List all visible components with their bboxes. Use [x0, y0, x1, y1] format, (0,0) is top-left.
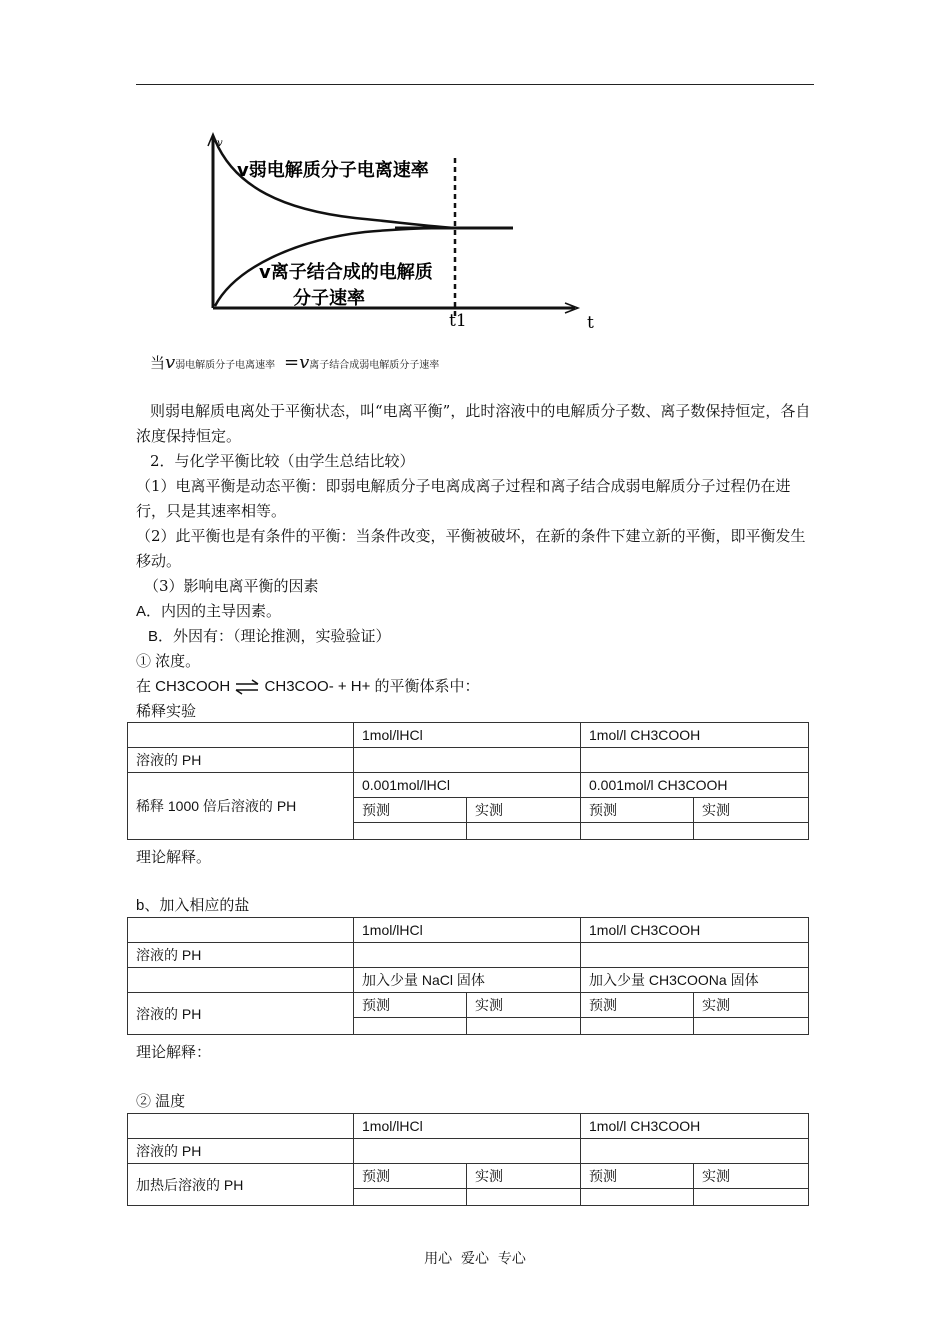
paragraph-concentration: ① 浓度。 — [136, 653, 201, 670]
equilibrium-arrows-icon — [234, 679, 260, 695]
rate-time-graph — [195, 128, 615, 338]
measure-label: 实测 — [694, 1164, 809, 1189]
header-dilute-ch3cooh: 0.001mol/l CH3COOH — [581, 773, 809, 798]
measure-label: 实测 — [694, 798, 809, 823]
paragraph-external-factors: B．外因有：（理论推测，实验验证） — [148, 628, 391, 645]
row-label-ph: 溶液的 PH — [128, 1139, 354, 1164]
paragraph-temperature: ② 温度 — [136, 1093, 186, 1110]
measure-label: 实测 — [694, 993, 809, 1018]
page-footer: 用心 爱心 专心 — [424, 1251, 526, 1267]
predict-label: 预测 — [581, 798, 694, 823]
eq-prefix: 当 — [150, 354, 166, 372]
header-dilute-hcl: 0.001mol/lHCl — [354, 773, 581, 798]
equals-sign: = — [283, 352, 300, 373]
header-hcl: 1mol/lHCl — [354, 1114, 581, 1139]
header-ch3cooh: 1mol/l CH3COOH — [581, 723, 809, 748]
v-symbol-2: v — [299, 352, 310, 373]
paragraph-comparison-heading: 2．与化学平衡比较（由学生总结比较） — [150, 452, 415, 470]
v-symbol-1: v — [165, 352, 176, 373]
t1-label: t1 — [449, 311, 467, 331]
ionization-rate-curve — [215, 140, 457, 228]
paragraph-factors-heading: （3）影响电离平衡的因素 — [144, 577, 319, 595]
paragraph-equilibrium-system — [136, 674, 816, 699]
header-ch3cooh: 1mol/l CH3COOH — [581, 1114, 809, 1139]
lower-curve-label-2: 分子速率 — [293, 288, 365, 309]
upper-curve-label: v弱电解质分子电离速率 — [237, 160, 429, 181]
row-label-ph: 溶液的 PH — [128, 943, 354, 968]
salt-table — [127, 917, 809, 1035]
paragraph-conditional-equilibrium: （2）此平衡也是有条件的平衡：当条件改变，平衡被破坏，在新的条件下建立新的平衡，即平衡发生移动。 — [136, 527, 806, 570]
header-add-ch3coona: 加入少量 CH3COONa 固体 — [581, 968, 809, 993]
header-rule — [136, 84, 814, 85]
measure-label: 实测 — [467, 1164, 581, 1189]
measure-label: 实测 — [467, 798, 581, 823]
measure-label: 实测 — [467, 993, 581, 1018]
predict-label: 预测 — [581, 993, 694, 1018]
predict-label: 预测 — [354, 1164, 467, 1189]
v-subscript-1: 弱电解质分子电离速率 — [175, 360, 276, 371]
v-subscript-2: 离子结合成弱电解质分子速率 — [309, 360, 440, 371]
predict-label: 预测 — [354, 798, 467, 823]
predict-label: 预测 — [581, 1164, 694, 1189]
row-label-diluted-ph: 稀释 1000 倍后溶液的 PH — [128, 773, 354, 840]
header-hcl: 1mol/lHCl — [354, 918, 581, 943]
equation-left: 在 CH3COOH — [136, 678, 231, 695]
dilution-table — [127, 722, 809, 840]
paragraph-theory-1: 理论解释。 — [136, 849, 212, 866]
predict-label: 预测 — [354, 993, 467, 1018]
equation-right: CH3COO- + H+ 的平衡体系中： — [264, 678, 480, 695]
header-ch3cooh: 1mol/l CH3COOH — [581, 918, 809, 943]
header-hcl: 1mol/lHCl — [354, 723, 581, 748]
row-label-ph-after-salt: 溶液的 PH — [128, 993, 354, 1035]
y-axis-label: v — [217, 138, 223, 149]
paragraph-theory-2: 理论解释： — [136, 1044, 212, 1061]
paragraph-equilibrium-definition: 则弱电解质电离处于平衡状态，叫“电离平衡”，此时溶液中的电解质分子数、离子数保持恒定，各自浓度保持恒定。 — [136, 402, 811, 445]
temperature-table — [127, 1113, 809, 1206]
equilibrium-condition — [150, 352, 439, 373]
paragraph-internal-factor: A．内因的主导因素。 — [136, 603, 282, 620]
paragraph-dynamic-equilibrium: （1）电离平衡是动态平衡：即弱电解质分子电离成离子过程和离子结合成弱电解质分子过程仍在进行，只是其速率相等。 — [136, 477, 791, 520]
lower-curve-label-1: v离子结合成的电解质 — [259, 262, 433, 283]
row-label-heated-ph: 加热后溶液的 PH — [128, 1164, 354, 1206]
row-label-ph: 溶液的 PH — [128, 748, 354, 773]
paragraph-dilution-experiment: 稀释实验 — [136, 703, 197, 720]
header-add-nacl: 加入少量 NaCl 固体 — [354, 968, 581, 993]
t-label: t — [587, 313, 594, 333]
paragraph-add-salt: b、加入相应的盐 — [136, 897, 250, 914]
